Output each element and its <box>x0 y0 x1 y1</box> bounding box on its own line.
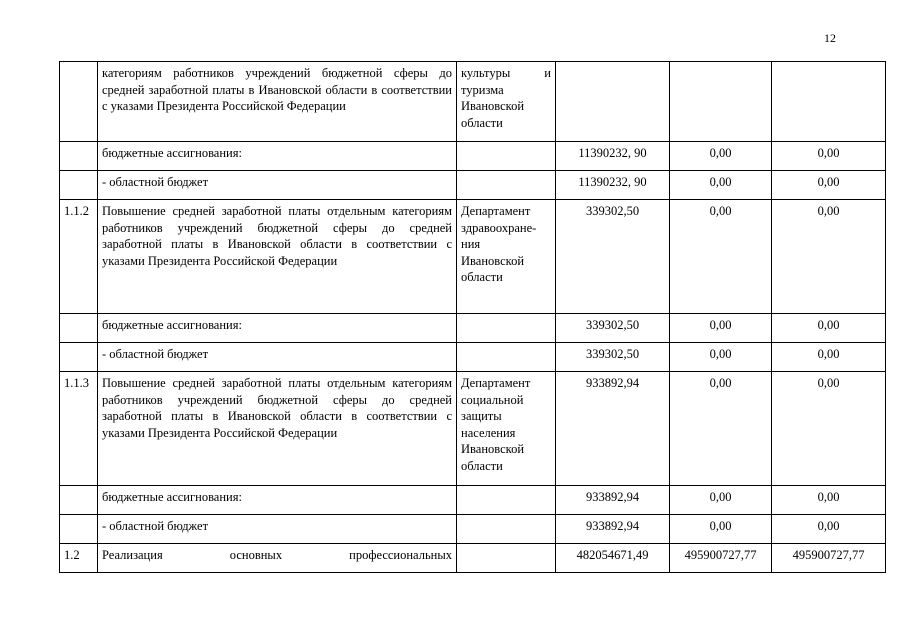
row-name: - областной бюджет <box>98 515 457 544</box>
row-code: 1.1.3 <box>60 372 98 486</box>
dept-line: туризма <box>461 82 504 97</box>
table-row <box>60 142 886 171</box>
table-row <box>60 486 886 515</box>
row-code: 1.1.2 <box>60 200 98 314</box>
row-value-2: 0,00 <box>670 515 772 544</box>
row-value-2: 0,00 <box>670 343 772 372</box>
row-code <box>60 314 98 343</box>
row-value-1: 933892,94 <box>556 372 670 486</box>
row-name: бюджетные ассигнования: <box>98 142 457 171</box>
row-value-1: 339302,50 <box>556 200 670 314</box>
dept-line: ния <box>461 237 481 251</box>
dept-line: Ивановской <box>461 253 525 268</box>
row-code <box>60 171 98 200</box>
dept-line: социальной <box>461 392 524 407</box>
row-name: бюджетные ассигнования: <box>98 486 457 515</box>
row-value-2 <box>670 62 772 142</box>
dept-line: области <box>461 115 503 130</box>
dept-line: населения <box>461 425 516 440</box>
row-value-3: 0,00 <box>772 314 886 343</box>
page-number: 12 <box>824 31 836 45</box>
row-value-1: 339302,50 <box>556 314 670 343</box>
table-row <box>60 515 886 544</box>
row-department <box>457 343 556 372</box>
row-code <box>60 486 98 515</box>
table-row <box>60 314 886 343</box>
row-value-2: 495900727,77 <box>670 544 772 573</box>
budget-table <box>59 61 886 573</box>
row-value-3: 0,00 <box>772 142 886 171</box>
row-value-2: 0,00 <box>670 200 772 314</box>
row-code <box>60 515 98 544</box>
row-value-2: 0,00 <box>670 314 772 343</box>
row-value-1 <box>556 62 670 142</box>
row-department <box>457 314 556 343</box>
dept-line: Ивановской <box>461 442 525 456</box>
row-name: Повышение средней заработной платы отдельным категориям работников учреждений бюджетной сферы до средней заработной платы в Ивановской области в соответствии с указами Президента Российской Федерации <box>98 372 457 486</box>
row-value-3: 0,00 <box>772 343 886 372</box>
row-value-1: 11390232, 90 <box>556 171 670 200</box>
row-department <box>457 171 556 200</box>
table-row <box>60 62 886 142</box>
row-value-3: 0,00 <box>772 372 886 486</box>
table-row <box>60 171 886 200</box>
dept-line: Ивановской <box>461 99 525 113</box>
row-department <box>457 515 556 544</box>
row-value-3: 495900727,77 <box>772 544 886 573</box>
dept-line: защиты <box>461 409 502 423</box>
dept-line: здравоохране- <box>461 220 537 235</box>
table-row <box>60 372 886 486</box>
row-value-3: 0,00 <box>772 200 886 314</box>
table-row <box>60 343 886 372</box>
row-value-1: 339302,50 <box>556 343 670 372</box>
table-row <box>60 200 886 314</box>
dept-line: области <box>461 458 503 473</box>
table-row <box>60 544 886 573</box>
row-value-2: 0,00 <box>670 372 772 486</box>
row-value-2: 0,00 <box>670 171 772 200</box>
row-value-3: 0,00 <box>772 486 886 515</box>
row-value-1: 933892,94 <box>556 486 670 515</box>
row-department <box>457 142 556 171</box>
row-department <box>457 372 556 486</box>
row-name: - областной бюджет <box>98 171 457 200</box>
row-department <box>457 62 556 142</box>
row-code <box>60 343 98 372</box>
row-value-3 <box>772 62 886 142</box>
row-code: 1.2 <box>60 544 98 573</box>
dept-line: Департамент <box>461 204 531 218</box>
row-value-2: 0,00 <box>670 142 772 171</box>
dept-line: Департамент <box>461 376 531 390</box>
row-department <box>457 544 556 573</box>
row-name: Повышение средней заработной платы отдельным категориям работников учреждений бюджетной сферы до средней заработной платы в Ивановской области в соответствии с указами Президента Российской Федерации <box>98 200 457 314</box>
row-value-2: 0,00 <box>670 486 772 515</box>
row-value-3: 0,00 <box>772 515 886 544</box>
row-value-1: 933892,94 <box>556 515 670 544</box>
row-code <box>60 142 98 171</box>
row-department <box>457 486 556 515</box>
row-name: бюджетные ассигнования: <box>98 314 457 343</box>
row-value-1: 11390232, 90 <box>556 142 670 171</box>
row-department <box>457 200 556 314</box>
row-name: Реализация основных профессиональных <box>98 544 457 573</box>
dept-line: области <box>461 270 503 284</box>
row-name: - областной бюджет <box>98 343 457 372</box>
row-value-1: 482054671,49 <box>556 544 670 573</box>
row-code <box>60 62 98 142</box>
dept-line: культуры и <box>461 66 551 80</box>
row-name: категориям работников учреждений бюджетной сферы до средней заработной платы в Ивановской области в соответствии с указами Президента Российской Федерации <box>98 62 457 142</box>
row-value-3: 0,00 <box>772 171 886 200</box>
